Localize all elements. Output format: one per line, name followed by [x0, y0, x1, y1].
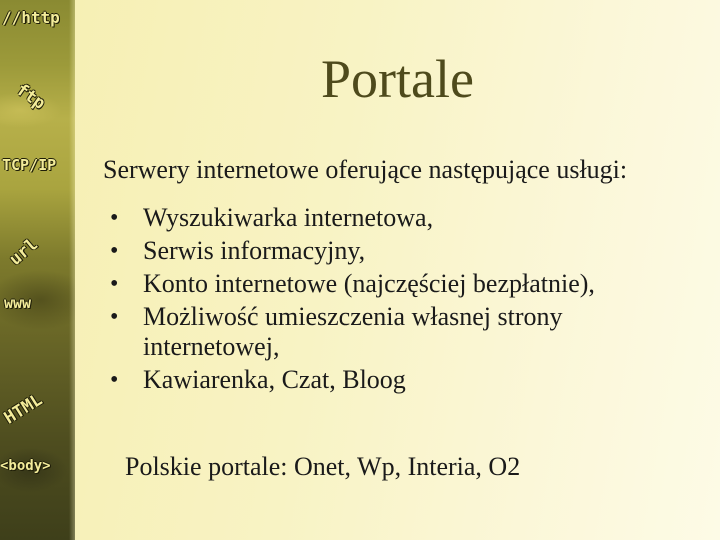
intro-text: Serwery internetowe oferujące następujące usługi: — [103, 155, 628, 184]
list-item — [108, 236, 668, 266]
bullet-icon: • — [110, 367, 119, 393]
services-list — [108, 203, 668, 398]
list-item-text: Wyszukiwarka internetowa, — [143, 203, 434, 232]
sidebar-word-www: www — [4, 294, 32, 312]
list-item-text: Konto internetowe (najczęściej bezpłatnie), — [143, 269, 595, 298]
list-item — [108, 269, 668, 299]
sidebar-word-url: url — [5, 234, 42, 270]
sidebar-word-http: //http — [2, 8, 60, 27]
sidebar-word-ftp: ftp — [12, 79, 49, 114]
sidebar-word-html: HTML — [0, 389, 47, 429]
bullet-icon: • — [110, 205, 119, 231]
list-item-text: Możliwość umieszczenia własnej strony internetowej, — [143, 302, 563, 361]
list-item-text: Kawiarenka, Czat, Bloog — [143, 365, 406, 394]
bullet-icon: • — [110, 304, 119, 330]
list-item — [108, 302, 668, 362]
bullet-icon: • — [110, 238, 119, 264]
list-item — [108, 365, 668, 395]
sidebar-word-tcpip: TCP/IP — [2, 156, 57, 174]
list-item-text: Serwis informacyjny, — [143, 236, 366, 265]
bullet-icon: • — [110, 271, 119, 297]
sidebar-word-body: <body> — [0, 458, 51, 474]
list-item — [108, 203, 668, 233]
slide-title: Portale — [321, 49, 474, 109]
footer-text: Polskie portale: Onet, Wp, Interia, O2 — [125, 452, 521, 481]
decorative-sidebar — [0, 0, 75, 540]
